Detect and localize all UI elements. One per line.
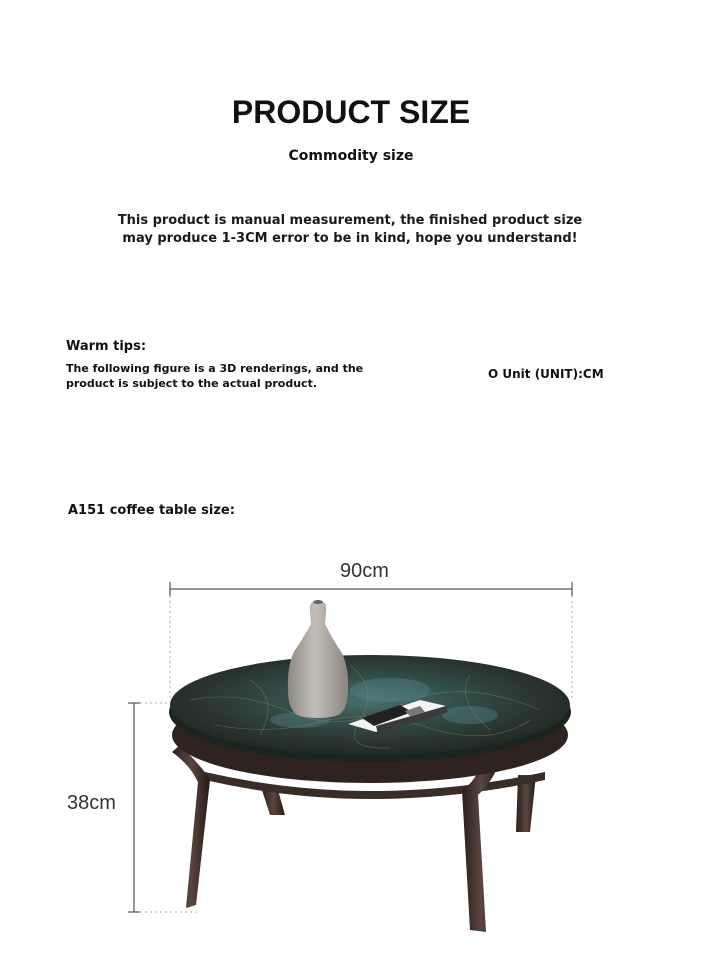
page-title: PRODUCT SIZE <box>231 94 471 130</box>
table-leg-back-left <box>262 790 285 815</box>
warm-tips-heading: Warm tips: <box>66 339 147 354</box>
page-subtitle: Commodity size <box>288 148 414 164</box>
width-dimension-label: 90cm <box>340 560 389 582</box>
table-leg-front-left <box>172 745 210 908</box>
notice-line-1: This product is manual measurement, the finished product size <box>117 213 583 228</box>
notice-line-2: may produce 1-3CM error to be in kind, hope you understand! <box>122 231 578 246</box>
vase-decor <box>288 600 348 718</box>
table-marble-top <box>170 655 570 755</box>
warm-tips-line-2: product is subject to the actual product. <box>66 377 318 390</box>
measurement-notice <box>80 212 620 248</box>
model-size-label: A151 coffee table size: <box>68 503 235 518</box>
unit-label: O Unit (UNIT):CM <box>488 367 604 381</box>
coffee-table-illustration <box>0 540 702 977</box>
height-dimension-label: 38cm <box>67 792 116 814</box>
warm-tips-text <box>66 361 386 391</box>
warm-tips-line-1: The following figure is a 3D renderings, and the <box>66 362 364 375</box>
